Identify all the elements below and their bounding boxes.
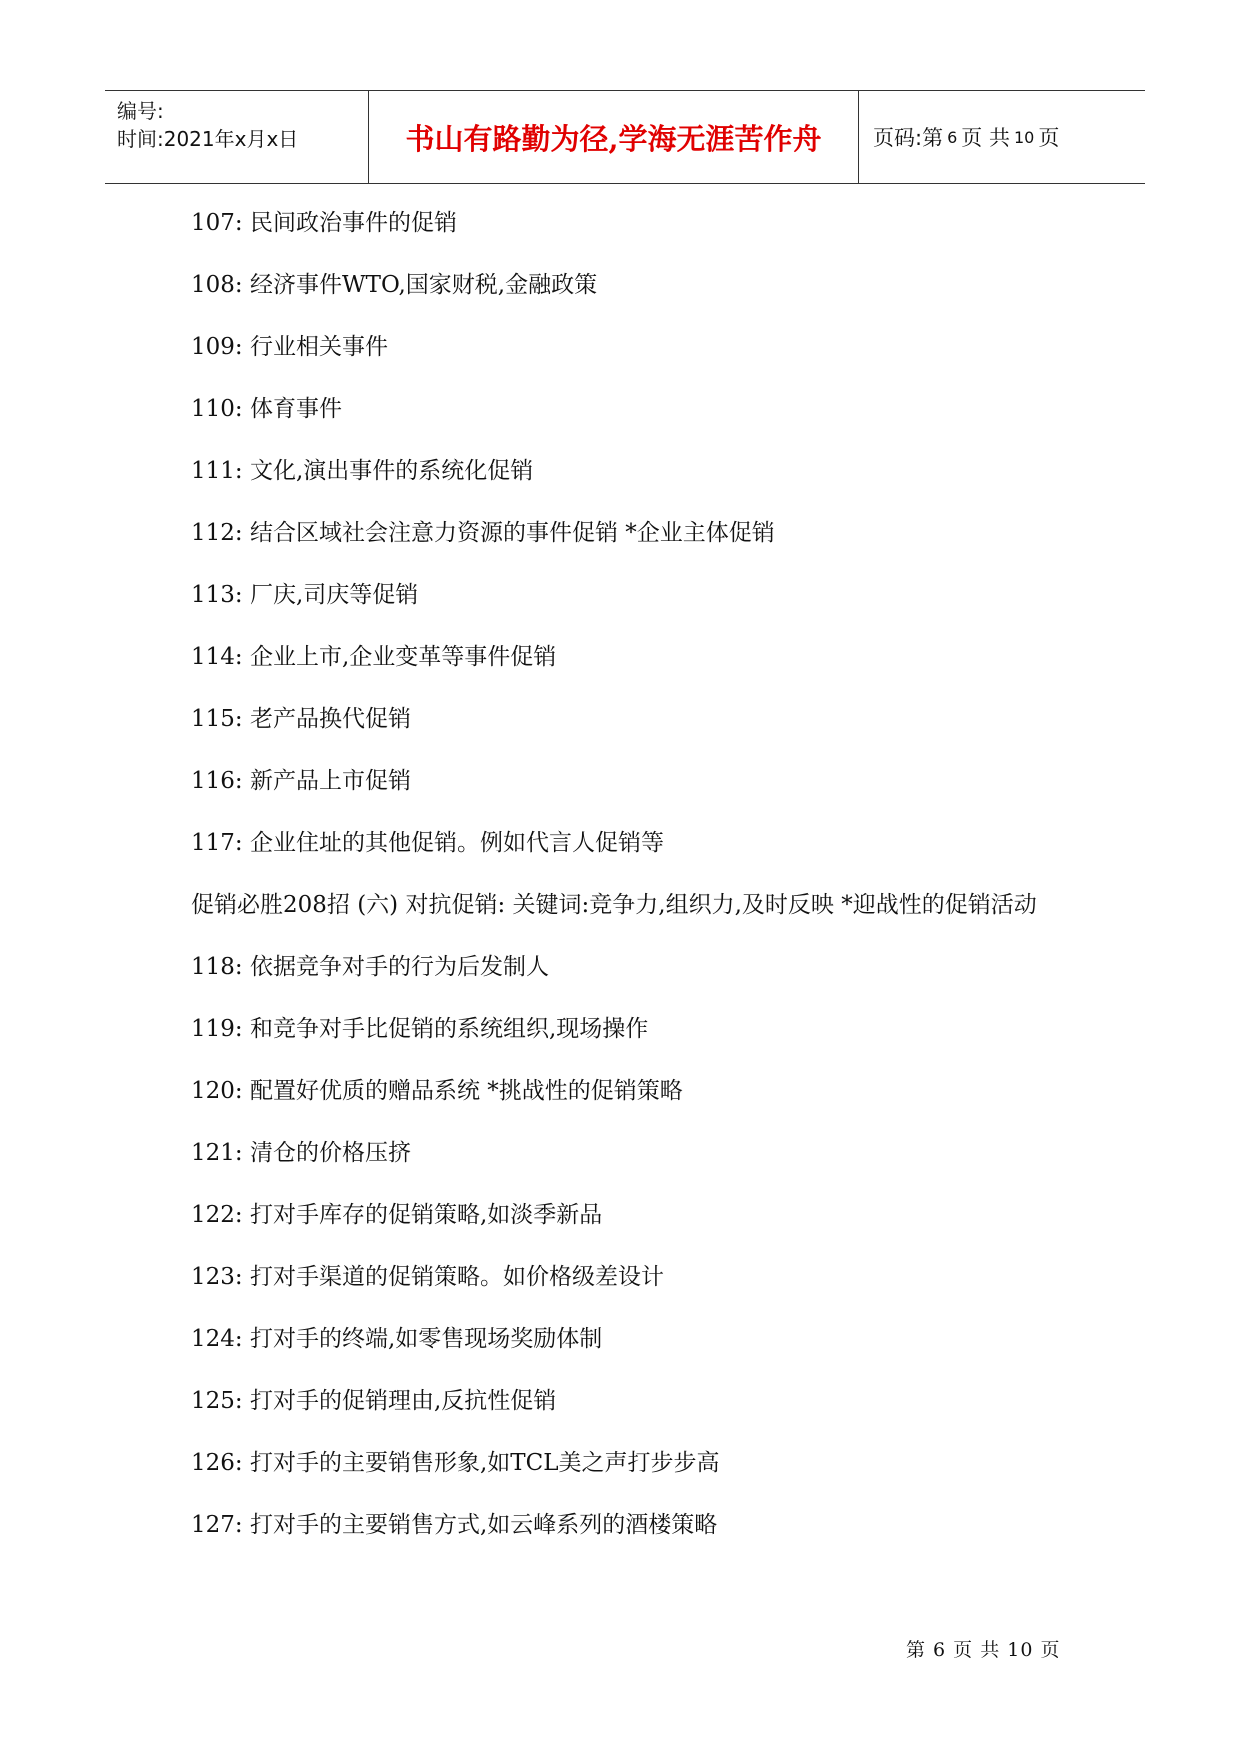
list-item: 107: 民间政治事件的促销 [191, 210, 457, 236]
page-suffix: 页 [1038, 126, 1060, 150]
motto: 书山有路勤为径,学海无涯苦作舟 [369, 91, 859, 183]
list-item: 109: 行业相关事件 [191, 334, 388, 360]
page-footer: 第 6 页 共 10 页 [906, 1639, 1061, 1661]
header-meta [105, 91, 369, 183]
page-header [105, 90, 1145, 184]
page-prefix: 页码:第 [873, 126, 944, 150]
list-item: 121: 清仓的价格压挤 [191, 1140, 411, 1166]
list-item: 117: 企业住址的其他促销。例如代言人促销等 [191, 830, 664, 856]
number-label: 编号: [117, 99, 164, 123]
list-item: 120: 配置好优质的赠品系统 *挑战性的促销策略 [191, 1078, 683, 1104]
page-total: 10 [1013, 127, 1035, 147]
page-mid: 页 共 [961, 126, 1010, 150]
list-item: 119: 和竞争对手比促销的系统组织,现场操作 [191, 1016, 649, 1042]
list-item: 114: 企业上市,企业变革等事件促销 [191, 644, 557, 670]
document-body [191, 208, 1071, 1572]
section-heading: 促销必胜208招 (六) 对抗促销: 关键词:竞争力,组织力,及时反映 *迎战性的促销活动 [191, 892, 1037, 918]
list-item: 108: 经济事件WTO,国家财税,金融政策 [191, 272, 598, 298]
page-number: 6 [947, 127, 958, 147]
list-item: 122: 打对手库存的促销策略,如淡季新品 [191, 1202, 603, 1228]
list-item: 110: 体育事件 [191, 396, 342, 422]
list-item: 115: 老产品换代促销 [191, 706, 411, 732]
list-item: 118: 依据竞争对手的行为后发制人 [191, 954, 549, 980]
list-item: 124: 打对手的终端,如零售现场奖励体制 [191, 1326, 603, 1352]
list-item: 112: 结合区域社会注意力资源的事件促销 *企业主体促销 [191, 520, 775, 546]
list-item: 111: 文化,演出事件的系统化促销 [191, 458, 534, 484]
list-item: 113: 厂庆,司庆等促销 [191, 582, 419, 608]
list-item: 126: 打对手的主要销售形象,如TCL美之声打步步高 [191, 1450, 720, 1476]
list-item: 125: 打对手的促销理由,反抗性促销 [191, 1388, 557, 1414]
list-item: 116: 新产品上市促销 [191, 768, 411, 794]
list-item: 123: 打对手渠道的促销策略。如价格级差设计 [191, 1264, 664, 1290]
time-label: 时间:2021年x月x日 [117, 127, 299, 151]
page-indicator [859, 91, 1145, 183]
list-item: 127: 打对手的主要销售方式,如云峰系列的酒楼策略 [191, 1512, 718, 1538]
